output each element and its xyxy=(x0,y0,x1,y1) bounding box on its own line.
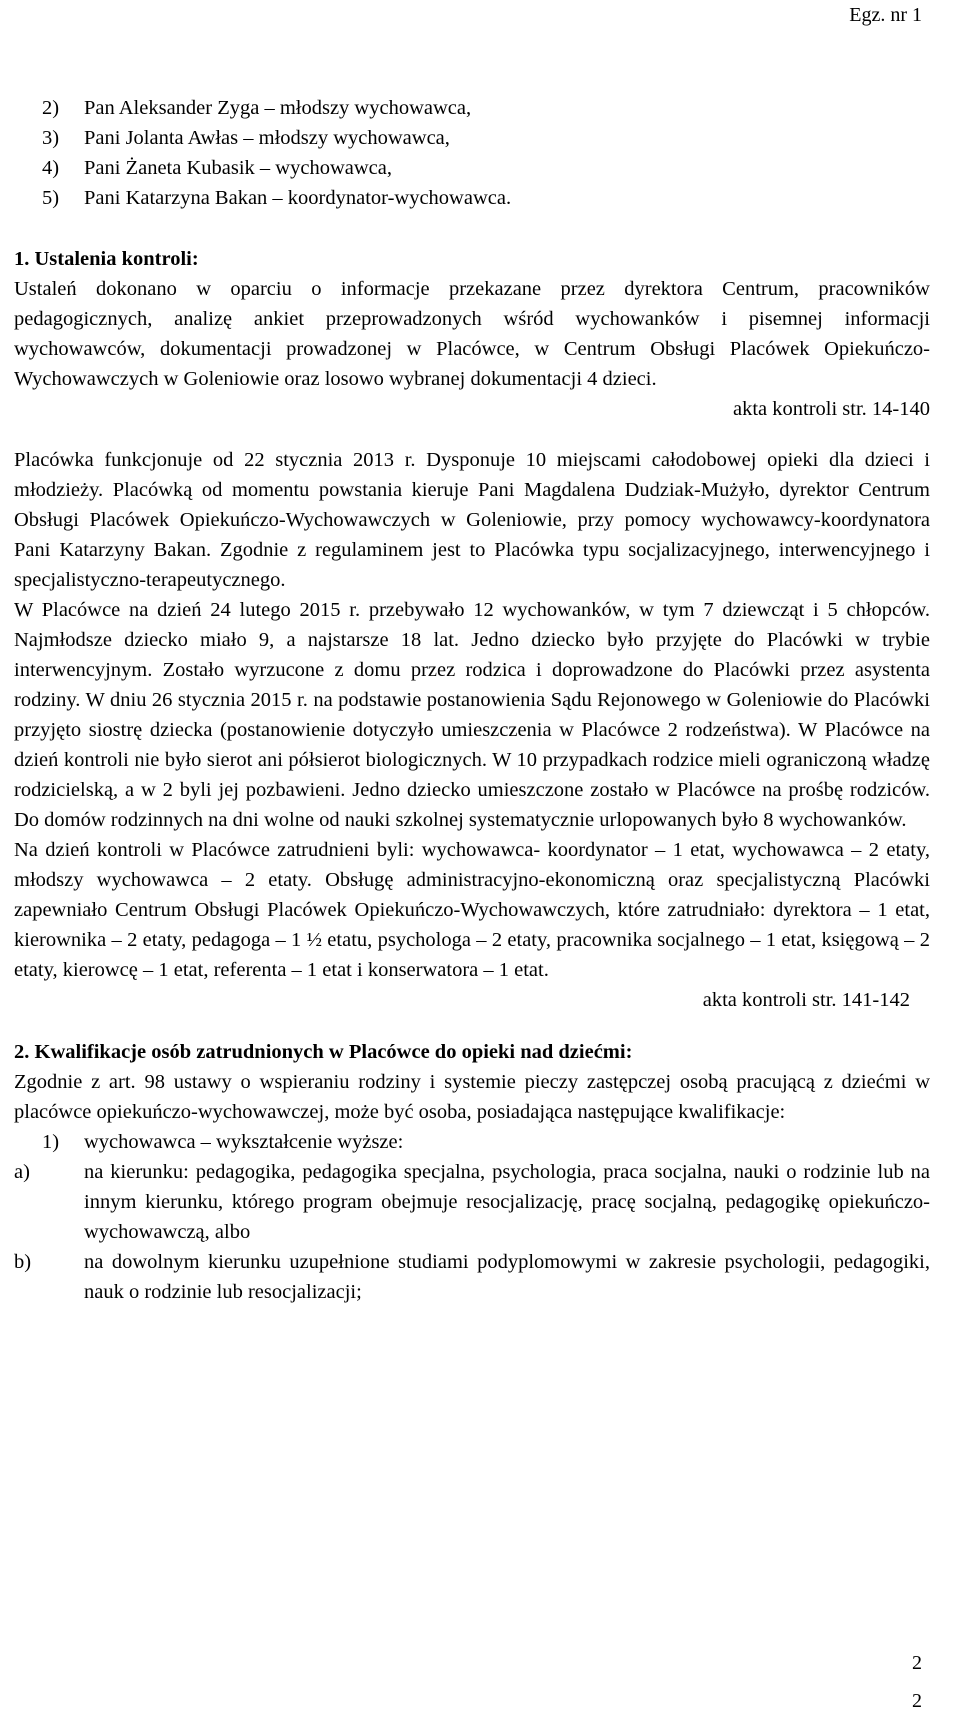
reference-note-2: akta kontroli str. 141-142 xyxy=(702,989,910,1011)
section-1-paragraph-3: W Placówce na dzień 24 lutego 2015 r. przebywało 12 wychowanków, w tym 7 dziewcząt i 5 chłopców. Najmłodsze dziecko miało 9, a najstarsze 18 lat. Jedno dziecko było przyjęte do Placówki w trybie interwencyjnym. Zostało wyrzucone z domu przez rodzica i doprowadzone do Placówki przez asystenta rodziny. W dniu 26 stycznia 2015 r. na podstawie postanowienia Sądu Rejonowego w Goleniowie do Placówki przyjęto siostrę dziecka (postanowienie dotyczyło umieszczenia w Placówce 2 rodzeństwa). W Placówce na dzień kontroli nie było sierot ani półsierot biologicznych. W 10 przypadkach rodzice mieli ograniczoną władzę rodzicielską, a w 2 byli jej pozbawieni. Jedno dziecko umieszczone zostało w Placówce na prośbę rodziców. Do domów rodzinnych na dni wolne od nauki szkolnej systematycznie urlopowanych było 8 wychowanków. xyxy=(14,599,930,831)
list-item: 2) Pan Aleksander Zyga – młodszy wychowawca, xyxy=(42,97,472,119)
list-item: 1) wychowawca – wykształcenie wyższe: xyxy=(42,1131,404,1153)
copy-number-label: Egz. nr 1 xyxy=(849,4,922,26)
list-item: b) na dowolnym kierunku uzupełnione studiami podyplomowymi w zakresie psychologii, pedagogiki, nauk o rodzinie lub resocjalizacji; xyxy=(14,1251,930,1303)
section-1-heading: 1. Ustalenia kontroli: xyxy=(14,248,199,270)
list-item: 3) Pani Jolanta Awłas – młodszy wychowawca, xyxy=(42,127,450,149)
section-2-heading: 2. Kwalifikacje osób zatrudnionych w Placówce do opieki nad dziećmi: xyxy=(14,1041,633,1063)
document-body xyxy=(14,93,930,1307)
section-1-paragraph-1: Ustaleń dokonano w oparciu o informacje przekazane przez dyrektora Centrum, pracowników pedagogicznych, analizę ankiet przeprowadzonych wśród wychowanków i pisemnej informacji wychowawców, dokumentacji prowadzonej w Placówce, w Centrum Obsługi Placówek Opiekuńczo-Wychowawczych w Goleniowie oraz losowo wybranej dokumentacji 4 dzieci. xyxy=(14,278,930,390)
staff-list xyxy=(14,93,930,213)
section-1-paragraph-2: Placówka funkcjonuje od 22 stycznia 2013 r. Dysponuje 10 miejscami całodobowej opieki dla dzieci i młodzieży. Placówką od momentu powstania kieruje Pani Magdalena Dudziak-Mużyło, dyrektor Centrum Obsługi Placówek Opiekuńczo-Wychowawczych w Goleniowie, przy pomocy wychowawcy-koordynatora Pani Katarzyny Bakan. Zgodnie z regulaminem jest to Placówka typu socjalizacyjnego, interwencyjnego i specjalistyczno-terapeutycznego. xyxy=(14,449,930,591)
page-number-bottom: 2 xyxy=(912,1690,922,1712)
list-item: a) na kierunku: pedagogika, pedagogika specjalna, psychologia, praca socjalna, nauki o rodzinie lub na innym kierunku, którego program obejmuje resocjalizację, pracę socjalną, pedagogikę opiekuńczo-wychowawczą, albo xyxy=(14,1161,930,1243)
list-item: 4) Pani Żaneta Kubasik – wychowawca, xyxy=(42,157,392,179)
list-item: 5) Pani Katarzyna Bakan – koordynator-wychowawca. xyxy=(42,187,512,209)
reference-note-1: akta kontroli str. 14-140 xyxy=(732,398,930,420)
page-number: 2 xyxy=(912,1652,922,1674)
section-1-paragraph-4: Na dzień kontroli w Placówce zatrudnieni byli: wychowawca- koordynator – 1 etat, wychowawca – 2 etaty, młodszy wychowawca – 2 etaty. Obsługę administracyjno-ekonomiczną oraz specjalistyczną Placówki zapewniało Centrum Obsługi Placówek Opiekuńczo-Wychowawczych, które zatrudniało: dyrektora – 1 etat, kierownika – 2 etaty, pedagoga – 1 ½ etatu, psychologa – 2 etaty, pracownika socjalnego – 1 etat, księgową – 2 etaty, kierowcę – 1 etat, referenta – 1 etat i konserwatora – 1 etat. xyxy=(14,839,930,981)
section-2-intro: Zgodnie z art. 98 ustawy o wspieraniu rodziny i systemie pieczy zastępczej osobą pracującą z dziećmi w placówce opiekuńczo-wychowawczej, może być osoba, posiadająca następujące kwalifikacje: xyxy=(14,1071,930,1123)
